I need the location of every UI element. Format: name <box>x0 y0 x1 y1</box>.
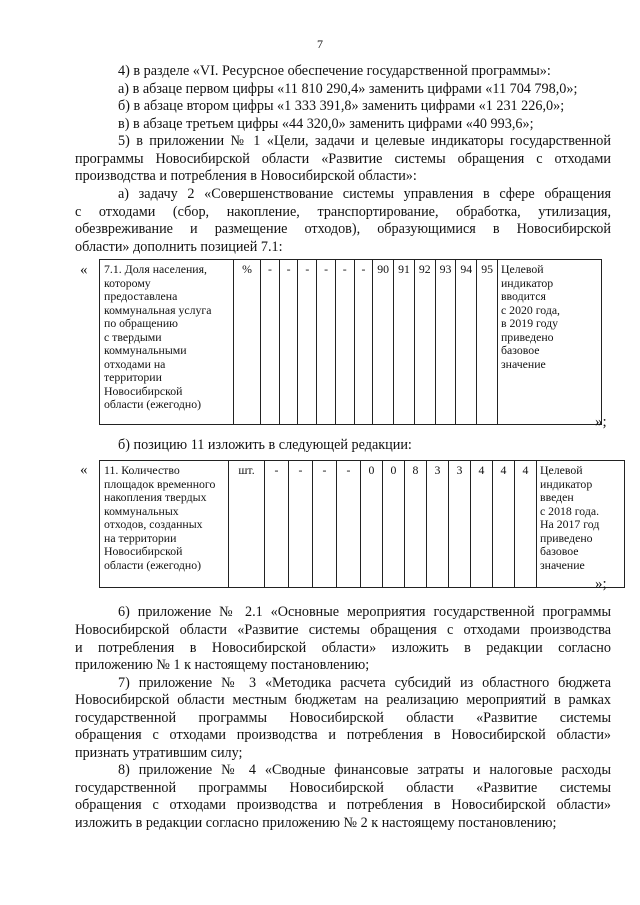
value-cell: - <box>313 461 337 588</box>
text-line: программы Новосибирской области «Развитие системы обращения с отходами <box>75 151 611 167</box>
text-line: производства и потребления в Новосибирской области»: <box>75 168 417 184</box>
value-cell: - <box>317 260 336 425</box>
closing-quote: »; <box>595 414 607 430</box>
text-line: обезвреживание и размещение отходов), образующимися в Новосибирской <box>75 221 611 237</box>
text-line: с отходами (сбор, накопление, транспортирование, обработка, утилизация, <box>75 204 611 220</box>
value-cell: 4 <box>471 461 493 588</box>
table-row <box>100 461 625 588</box>
opening-quote: « <box>80 262 88 278</box>
text-line: 8) приложение № 4 «Сводные финансовые затраты и налоговые расходы <box>118 762 611 778</box>
text-line: и потребления в Новосибирской области» изложить в редакции согласно <box>75 640 611 656</box>
indicator-table-11 <box>99 460 625 588</box>
text-line: обращения с отходами производства и потребления в Новосибирской области» <box>75 727 611 743</box>
value-cell: 3 <box>449 461 471 588</box>
value-cell: 8 <box>405 461 427 588</box>
value-cell: 4 <box>493 461 515 588</box>
note-cell: Целевой индикатор введен с 2018 года. На 2017 год приведено базовое значение <box>537 461 625 588</box>
text-line: области» дополнить позицией 7.1: <box>75 239 283 255</box>
indicator-name: 7.1. Доля населения, которому предоставлена коммунальная услуга по обращению с твердыми коммунальными отходами на территории Новосибирской области (ежегодно) <box>100 260 234 425</box>
text-line: государственной программы Новосибирской области «Развитие системы <box>75 780 611 796</box>
text-line: Новосибирской области «Развитие системы обращения с отходами производства <box>75 622 611 638</box>
text-line: в) в абзаце третьем цифры «44 320,0» заменить цифрами «40 993,6»; <box>118 116 534 132</box>
text-line: 7) приложение № 3 «Методика расчета субсидий из областного бюджета <box>118 675 611 691</box>
opening-quote: « <box>80 462 88 478</box>
unit-cell: шт. <box>229 461 265 588</box>
text-line: б) позицию 11 изложить в следующей редакции: <box>118 437 412 453</box>
text-line: а) задачу 2 «Совершенствование системы управления в сфере обращения <box>118 186 611 202</box>
value-cell: - <box>335 260 354 425</box>
closing-quote: »; <box>595 576 607 592</box>
text-line: государственной программы Новосибирской области «Развитие системы <box>75 710 611 726</box>
text-line: 4) в разделе «VI. Ресурсное обеспечение государственной программы»: <box>118 63 551 79</box>
text-line: обращения с отходами производства и потребления в Новосибирской области» <box>75 797 611 813</box>
value-cell: 3 <box>427 461 449 588</box>
text-line: 5) в приложении № 1 «Цели, задачи и целевые индикаторы государственной <box>118 133 611 149</box>
note-cell: Целевой индикатор вводится с 2020 года, в 2019 году приведено базовое значение <box>497 260 601 425</box>
page-number: 7 <box>317 37 323 51</box>
value-cell: - <box>265 461 289 588</box>
value-cell: - <box>279 260 298 425</box>
unit-cell: % <box>234 260 261 425</box>
value-cell: - <box>261 260 280 425</box>
value-cell: 93 <box>435 260 456 425</box>
value-cell: - <box>337 461 361 588</box>
value-cell: 94 <box>456 260 477 425</box>
value-cell: - <box>289 461 313 588</box>
table-row <box>100 260 602 425</box>
text-line: Новосибирской области местным бюджетам на реализацию мероприятий в рамках <box>75 692 611 708</box>
value-cell: 90 <box>373 260 394 425</box>
value-cell: 92 <box>414 260 435 425</box>
value-cell: 95 <box>477 260 498 425</box>
text-line: 6) приложение № 2.1 «Основные мероприятия государственной программы <box>118 604 611 620</box>
value-cell: 0 <box>361 461 383 588</box>
text-line: приложению № 1 к настоящему постановлению; <box>75 657 370 673</box>
value-cell: - <box>298 260 317 425</box>
text-line: признать утратившим силу; <box>75 745 243 761</box>
text-line: б) в абзаце втором цифры «1 333 391,8» заменить цифрами «1 231 226,0»; <box>118 98 565 114</box>
text-line: а) в абзаце первом цифры «11 810 290,4» заменить цифрами «11 704 798,0»; <box>118 81 578 97</box>
value-cell: 0 <box>383 461 405 588</box>
value-cell: 4 <box>515 461 537 588</box>
indicator-name: 11. Количество площадок временного накопления твердых коммунальных отходов, созданных на территории Новосибирской области (ежегодно) <box>100 461 229 588</box>
value-cell: 91 <box>394 260 415 425</box>
indicator-table-7-1 <box>99 259 602 425</box>
text-line: изложить в редакции согласно приложению № 2 к настоящему постановлению; <box>75 815 557 831</box>
value-cell: - <box>354 260 373 425</box>
